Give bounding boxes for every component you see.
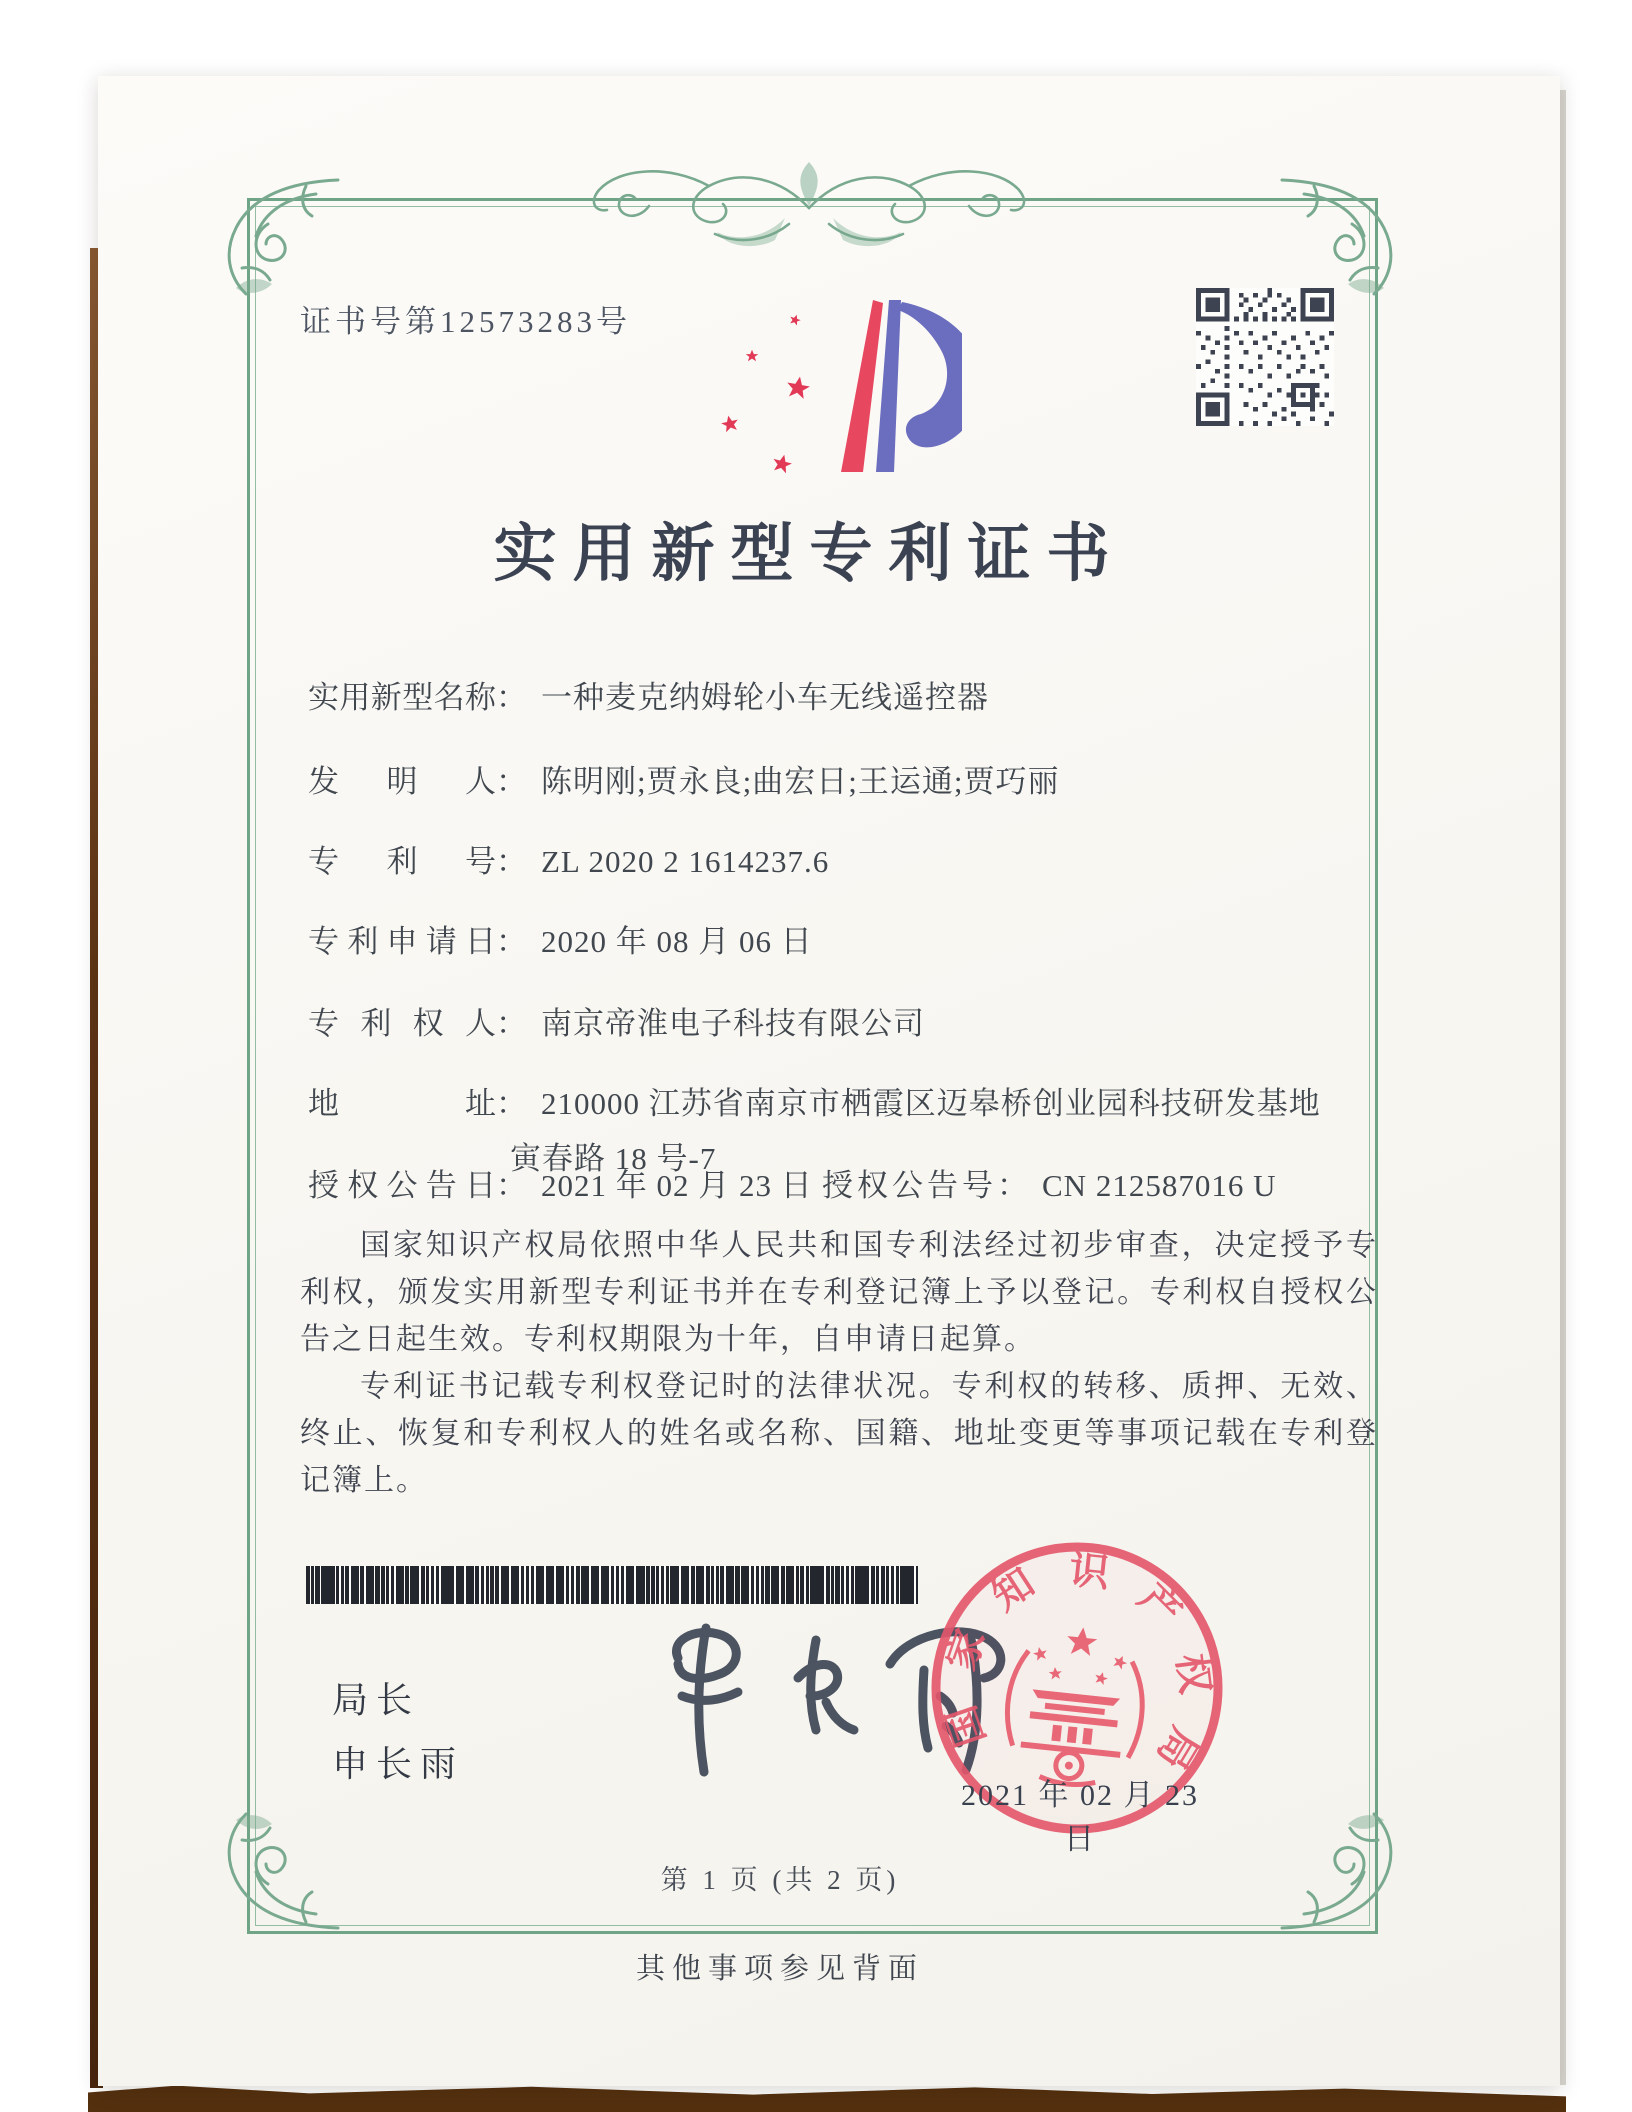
back-side-note: 其他事项参见背面	[635, 1953, 924, 1985]
field-label: 专利权人	[308, 1006, 496, 1041]
signer-name: 申长雨	[332, 1743, 465, 1784]
field-value: 2020 年 08 月 06 日	[541, 924, 813, 959]
field-colon: ：	[997, 1168, 1028, 1203]
grant-number-value: CN 212587016 U	[1042, 1168, 1277, 1203]
corner-ornament-top-left	[216, 172, 346, 302]
field-value: 南京帝淮电子科技有限公司	[541, 1006, 925, 1041]
field-colon: ：	[496, 1086, 527, 1121]
field-label: 实用新型名称	[308, 680, 496, 715]
top-center-scroll-ornament	[499, 146, 1119, 266]
field-row-filing-date	[308, 916, 1383, 961]
field-colon: ：	[496, 764, 527, 799]
field-colon: ：	[496, 1006, 527, 1041]
seal-char: 产	[1130, 1574, 1191, 1635]
field-row-grant	[308, 1160, 1383, 1205]
logo-red-wedge	[841, 300, 883, 472]
signer-title: 局长	[332, 1679, 421, 1720]
field-label: 专利申请日	[308, 924, 496, 959]
logo-blue-p-bowl	[898, 302, 962, 447]
cnipa-logo	[700, 276, 962, 488]
seal-char: 知	[983, 1559, 1043, 1620]
field-row-inventors	[308, 756, 1383, 801]
seal-char: 权	[1168, 1651, 1219, 1697]
seal-char: 家	[938, 1623, 994, 1676]
field-colon: ：	[496, 1168, 527, 1203]
seal-char: 国	[938, 1700, 994, 1753]
seal-date: 2021 年 02 月 23 日	[961, 1779, 1199, 1856]
field-colon: ：	[496, 924, 527, 959]
qr-code	[1196, 288, 1334, 426]
body-paragraphs	[300, 1222, 1378, 1504]
field-label: 授权公告号	[822, 1168, 997, 1203]
paragraph-grant-statement: 国家知识产权局依照中华人民共和国专利法经过初步审查，决定授予专利权，颁发实用新型专利证书并在专利登记簿上予以登记。专利权自授权公告之日起生效。专利权期限为十年，自申请日起算。	[300, 1229, 1378, 1356]
field-value: 210000 江苏省南京市栖霞区迈皋桥创业园科技研发基地	[541, 1086, 1321, 1121]
field-value: 一种麦克纳姆轮小车无线遥控器	[541, 680, 989, 715]
field-label: 专利号	[308, 844, 496, 879]
field-row-patentee	[308, 998, 1383, 1043]
field-row-patent-number	[308, 836, 1383, 881]
corner-ornament-top-right	[1274, 172, 1404, 302]
field-value-line2: 寅春路 18 号-7	[510, 1141, 717, 1176]
barcode	[306, 1566, 918, 1604]
seal-char: 局	[1148, 1719, 1208, 1778]
field-row-utility-model-name	[308, 672, 1383, 717]
seal-char: 识	[1067, 1546, 1112, 1596]
field-value: 陈明刚;贾永良;曲宏日;王运通;贾巧丽	[541, 764, 1060, 799]
paragraph-register-statement: 专利证书记载专利权登记时的法律状况。专利权的转移、质押、无效、终止、恢复和专利权人的姓名或名称、国籍、地址变更等事项记载在专利登记簿上。	[300, 1370, 1378, 1497]
field-label: 地址	[308, 1086, 496, 1121]
page-number: 第 1 页 (共 2 页)	[660, 1865, 900, 1895]
field-label: 授权公告日	[308, 1168, 496, 1203]
grant-number-pair	[822, 1160, 1276, 1205]
field-colon: ：	[496, 844, 527, 879]
certificate-number: 证书号第12573283号	[300, 304, 631, 339]
field-label: 发明人	[308, 764, 496, 799]
field-value: ZL 2020 2 1614237.6	[541, 844, 830, 879]
field-colon: ：	[496, 680, 527, 715]
grant-date-value: 2021 年 02 月 23 日	[541, 1168, 813, 1203]
photo-backdrop-bottom-edge	[88, 2082, 1566, 2112]
certificate-title: 实用新型专利证书	[493, 519, 1126, 589]
